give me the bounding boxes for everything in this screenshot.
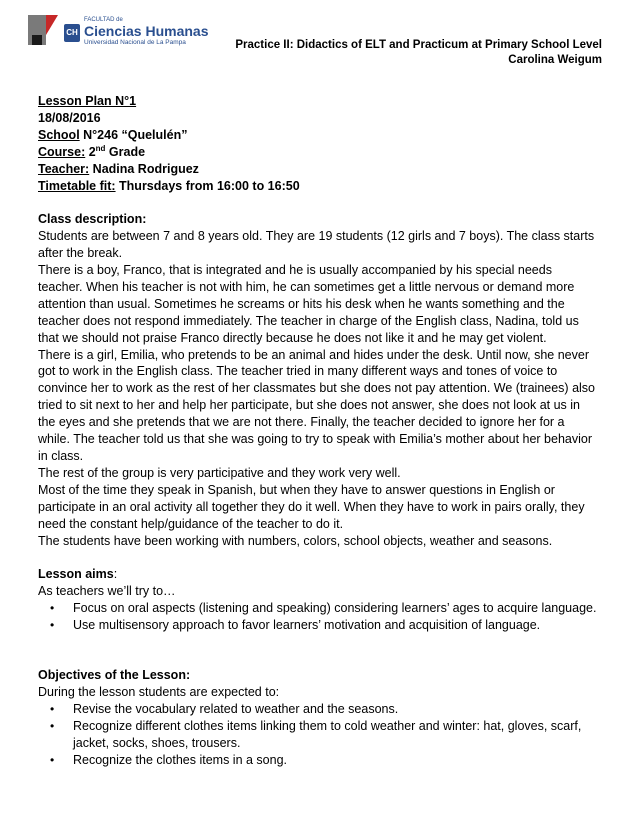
description-line: after the break. bbox=[38, 246, 123, 261]
description-line: got to work in the English class. The teacher tried in many different ways and tones of voice to bbox=[38, 364, 558, 379]
timetable-value: Thursdays from 16:00 to 16:50 bbox=[115, 178, 300, 193]
objectives-list bbox=[38, 701, 606, 769]
lesson-aims-heading-line bbox=[38, 566, 606, 583]
school-label: School bbox=[38, 127, 80, 142]
description-line: Students are between 7 and 8 years old. They are 19 students (12 girls and 7 boys). The class starts bbox=[38, 229, 595, 244]
list-item: • Recognize the clothes items in a song. bbox=[38, 752, 606, 769]
logo-university: Universidad Nacional de La Pampa bbox=[84, 39, 186, 46]
list-item: • Focus on oral aspects (listening and speaking) considering learners’ ages to acquire language. bbox=[38, 600, 606, 617]
teacher-line bbox=[38, 161, 606, 178]
teacher-value: Nadina Rodriguez bbox=[89, 161, 199, 176]
school-line bbox=[38, 127, 606, 144]
faculty-logo-icon bbox=[26, 13, 60, 49]
lesson-aims-heading: Lesson aims bbox=[38, 567, 114, 582]
school-value: N°246 “Quelulén” bbox=[79, 127, 188, 142]
description-line: The students have been working with numbers, colors, school objects, weather and seasons. bbox=[38, 533, 553, 548]
list-item: • Recognize different clothes items linking them to cold weather and winter: hat, gloves, scarf, jacket, socks, shoes, trousers. bbox=[38, 718, 606, 752]
description-line: need the constant help/guidance of the teacher to do it. bbox=[38, 516, 344, 531]
page-header bbox=[235, 38, 602, 68]
description-line: There is a boy, Franco, that is integrated and he is usually accompanied by his special needs bbox=[38, 263, 552, 278]
description-line: Most of the time they speak in Spanish, but when they have to answer questions in English or bbox=[38, 482, 555, 497]
lesson-aims-list bbox=[38, 600, 606, 634]
document-body bbox=[38, 93, 606, 768]
description-line: the eyes and she pretends that we are not there. Finally, the teacher decided to ignore her for a bbox=[38, 415, 565, 430]
list-item: • Revise the vocabulary related to weather and the seasons. bbox=[38, 701, 606, 718]
objectives-intro: During the lesson students are expected to: bbox=[38, 684, 280, 699]
description-line: attention than usual. Sometimes he screams or hits his desk when he wants something and the bbox=[38, 296, 565, 311]
description-line: The rest of the group is very participative and they work very well. bbox=[38, 465, 401, 480]
description-line: that we should not praise Franco directly because he does not like it and he may get violent. bbox=[38, 330, 547, 345]
course-title: Practice II: Didactics of ELT and Practicum at Primary School Level bbox=[235, 39, 602, 51]
teacher-label: Teacher: bbox=[38, 161, 90, 176]
class-description-text bbox=[38, 228, 606, 549]
description-line: tried to sit next to her and help her participate, but she does not answer, she does not look at us in bbox=[38, 398, 581, 413]
timetable-line bbox=[38, 178, 606, 195]
class-description-heading: Class description: bbox=[38, 212, 147, 227]
logo-name: Ciencias Humanas bbox=[84, 23, 209, 39]
course-num: 2 bbox=[85, 144, 96, 159]
course-line bbox=[38, 144, 606, 161]
lesson-plan-title: Lesson Plan N°1 bbox=[38, 94, 137, 108]
description-line: while. The teacher told us that she was going to try to speak with Emilia’s mother about her behavior bbox=[38, 432, 593, 447]
objectives-heading: Objectives of the Lesson: bbox=[38, 667, 191, 682]
author-name: Carolina Weigum bbox=[508, 54, 602, 66]
lesson-date: 18/08/2016 bbox=[38, 110, 101, 125]
course-sup: nd bbox=[95, 143, 106, 153]
description-line: participate in an oral activity all together they do it well. When they have to work in pairs orally, they bbox=[38, 499, 585, 514]
spacer bbox=[38, 634, 606, 667]
lesson-aims-intro: As teachers we’ll try to… bbox=[38, 584, 176, 599]
list-item: • Use multisensory approach to favor learners’ motivation and acquisition of language. bbox=[38, 617, 606, 634]
course-label: Course: bbox=[38, 144, 86, 159]
lesson-aims-colon: : bbox=[113, 567, 118, 582]
timetable-label: Timetable fit: bbox=[38, 178, 116, 193]
description-line: in class. bbox=[38, 449, 84, 464]
logo-faculty: FACULTAD de bbox=[84, 17, 123, 23]
logo-initials: CH bbox=[64, 24, 80, 42]
course-rest: Grade bbox=[105, 144, 146, 159]
description-line: convince her to work as the rest of her classmates but she does not pay attention. We (trainees) also bbox=[38, 381, 596, 396]
spacer bbox=[38, 194, 606, 211]
description-line: teacher does not respond immediately. The teacher in charge of the English class, Nadina, told us bbox=[38, 313, 579, 328]
logo-text bbox=[84, 17, 209, 46]
description-line: There is a girl, Emilia, who pretends to be an animal and hides under the desk. Until now, she never bbox=[38, 347, 590, 362]
spacer bbox=[38, 549, 606, 566]
description-line: teacher. When his teacher is not with him, he can sometimes get a little nervous or demand more bbox=[38, 279, 575, 294]
